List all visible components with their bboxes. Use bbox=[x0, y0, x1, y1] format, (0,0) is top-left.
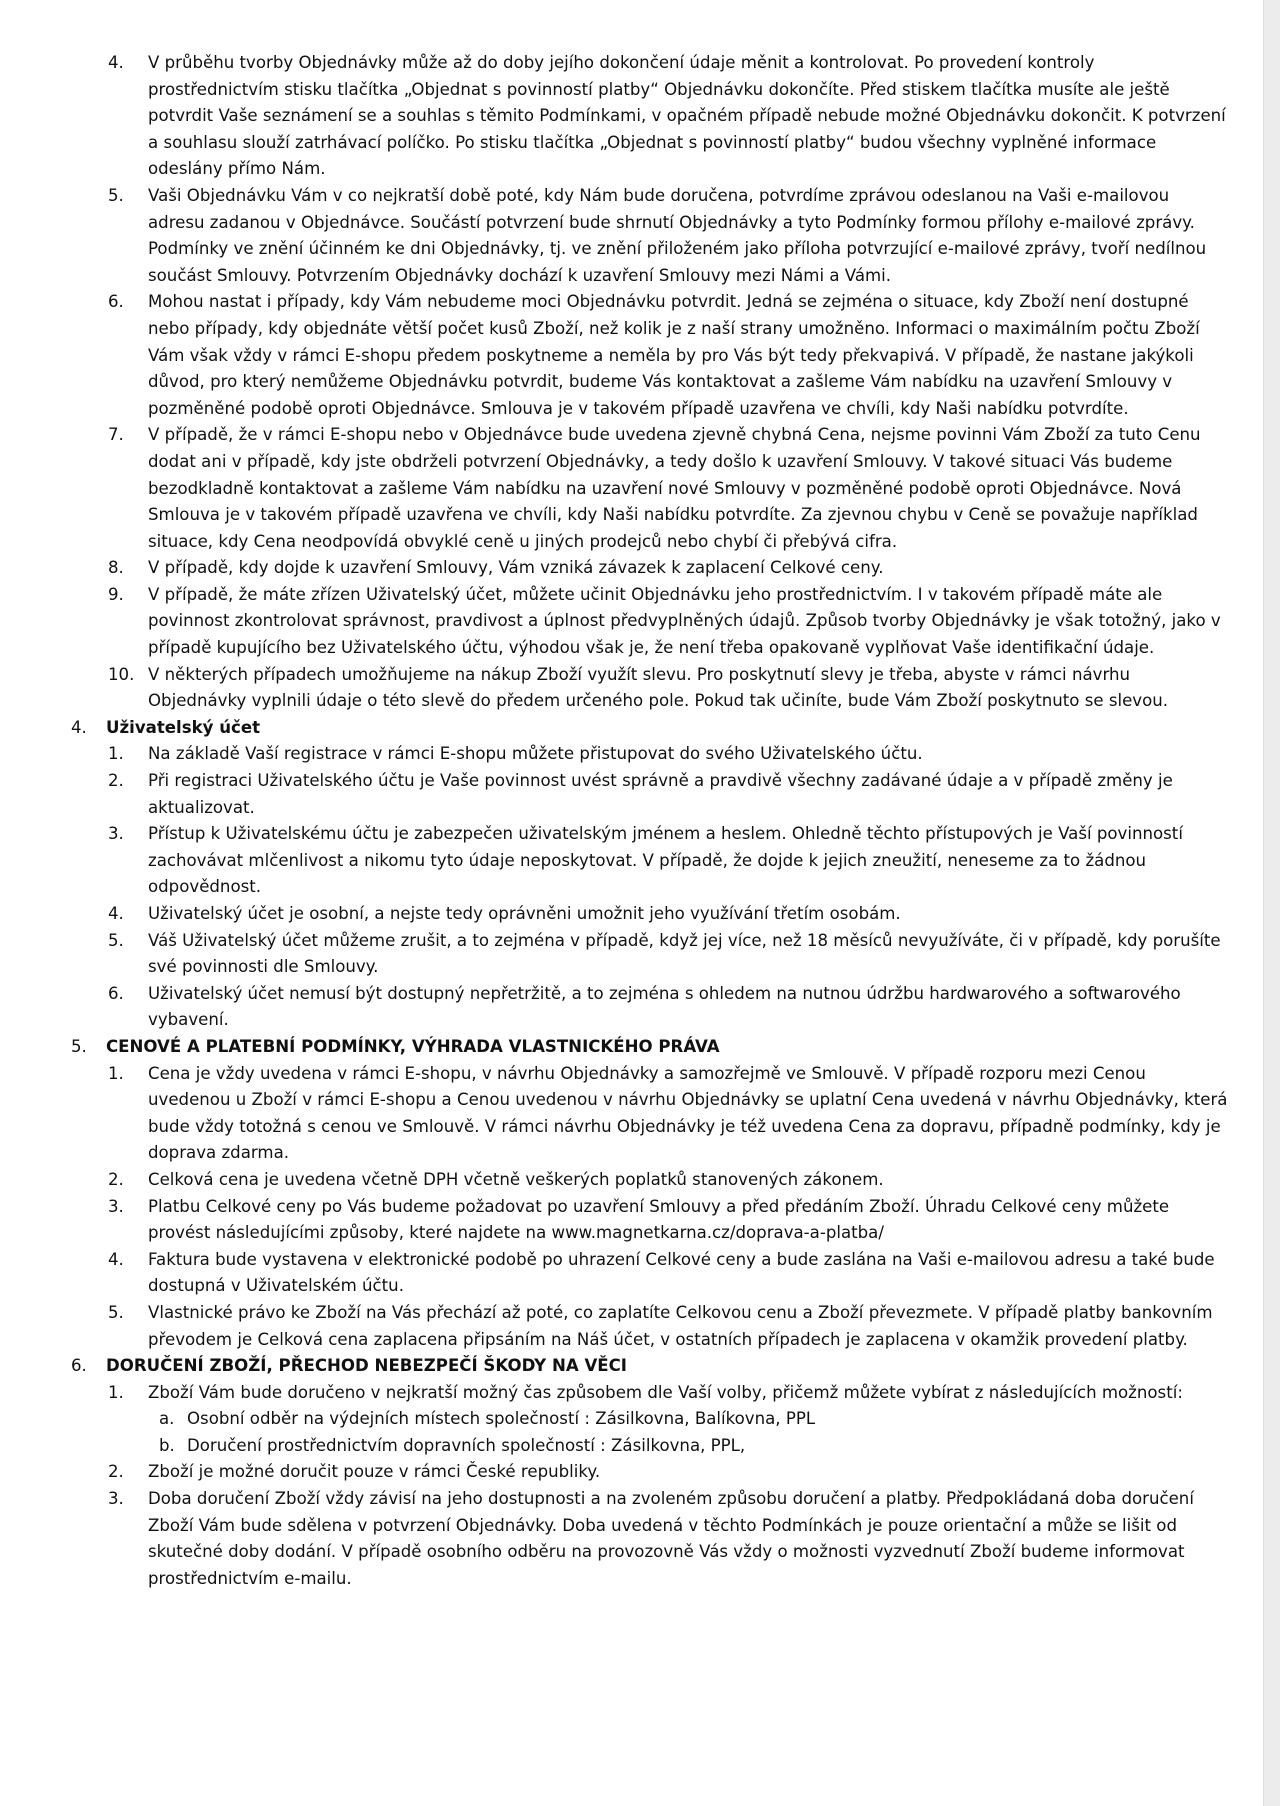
section-number: 4. bbox=[71, 717, 87, 737]
item-number: 4. bbox=[108, 1249, 124, 1269]
list-item bbox=[58, 582, 1230, 662]
item-text: Cena je vždy uvedena v rámci E-shopu, v návrhu Objednávky a samozřejmě ve Smlouvě. V případě rozporu mezi Cenou uvedenou u Zboží v rámci E-shopu a Cenou uvedenou v návrhu Objednávky se uplatní Cena uvedená v návrhu Objednávky, která bude vždy totožná s cenou ve Smlouvě. V rámci návrhu Objednávky je též uvedena Cena za dopravu, případně podmínky, kdy je doprava zdarma. bbox=[148, 1063, 1228, 1163]
list-item bbox=[58, 183, 1230, 289]
sub-list-item bbox=[58, 1433, 1230, 1460]
item-text: Uživatelský účet je osobní, a nejste tedy oprávněni umožnit jeho využívání třetím osobám. bbox=[148, 904, 901, 923]
item-number: 10. bbox=[108, 664, 135, 684]
item-number: 3. bbox=[108, 1196, 124, 1216]
item-number: 5. bbox=[108, 930, 124, 950]
list-item bbox=[58, 1194, 1230, 1247]
item-text: V případě, kdy dojde k uzavření Smlouvy, Vám vzniká závazek k zaplacení Celkové ceny. bbox=[148, 558, 884, 578]
item-number: 7. bbox=[108, 425, 124, 445]
item-text: V některých případech umožňujeme na nákup Zboží využít slevu. Pro poskytnutí slevy je třeba, abyste v rámci návrhu Objednávky vyplnili údaje o této slevě do předem určeného pole. Pokud tak učiníte, bude Vám Zboží poskytnuto se slevou. bbox=[148, 664, 1169, 711]
item-number: 3. bbox=[108, 1489, 124, 1509]
item-text: Na základě Vaší registrace v rámci E-shopu můžete přistupovat do svého Uživatelského účtu. bbox=[148, 744, 923, 764]
item-text: V případě, že v rámci E-shopu nebo v Objednávce bude uvedena zjevně chybná Cena, nejsme povinni Vám Zboží za tuto Cenu dodat ani v případě, kdy jste obdrželi potvrzení Objednávky, a tedy došlo k uzavření Smlouvy. V takové situaci Vás budeme bezodkladně kontaktovat a zašleme Vám nabídku na uzavření nové Smlouvy v pozměněné podobě oproti Objednávce. Nová Smlouva je v takovém případě uzavřena ve chvíli, kdy Naši nabídku potvrdíte. Za zjevnou chybu v Ceně se považuje například situace, kdy Cena neodpovídá obvyklé ceně u jiných prodejců nebo chybí či přebývá cifra. bbox=[148, 425, 1201, 551]
item-number: 6. bbox=[108, 292, 124, 312]
section-title: CENOVÉ A PLATEBNÍ PODMÍNKY, VÝHRADA VLASTNICKÉHO PRÁVA bbox=[106, 1036, 720, 1056]
sub-item-letter: a. bbox=[159, 1409, 175, 1429]
list-item bbox=[58, 1167, 1230, 1194]
vertical-scrollbar[interactable] bbox=[1263, 0, 1280, 1806]
order-items-list bbox=[58, 50, 1230, 715]
item-text: V případě, že máte zřízen Uživatelský účet, můžete učinit Objednávku jeho prostřednictvím. I v takovém případě máte ale povinnost zkontrolovat správnost, pravdivost a úplnost předvyplněných údajů. Způsob tvorby Objednávky je však totožný, jako v případě kupujícího bez Uživatelského účtu, výhodou však je, že není třeba opakovaně vyplňovat Vaše identifikační údaje. bbox=[148, 584, 1221, 658]
list-item bbox=[58, 662, 1230, 715]
item-text: Vaši Objednávku Vám v co nejkratší době poté, kdy Nám bude doručena, potvrdíme zprávou odeslanou na Vaši e-mailovou adresu zadanou v Objednávce. Součástí potvrzení bude shrnutí Objednávky a tyto Podmínky formou přílohy e-mailové zprávy. Podmínky ve znění účinném ke dni Objednávky, tj. ve znění přiloženém jako příloha potvrzující e-mailové zprávy, tvoří nedílnou součást Smlouvy. Potvrzením Objednávky dochází k uzavření Smlouvy mezi Námi a Vámi. bbox=[148, 185, 1207, 285]
list-item bbox=[58, 555, 1230, 582]
item-number: 9. bbox=[108, 584, 124, 604]
list-item bbox=[58, 1486, 1230, 1592]
section-heading-delivery bbox=[58, 1353, 1230, 1380]
item-number: 1. bbox=[108, 1063, 124, 1083]
list-item bbox=[58, 289, 1230, 422]
list-item bbox=[58, 821, 1230, 901]
item-text: Platbu Celkové ceny po Vás budeme požadovat po uzavření Smlouvy a před předáním Zboží. Úhradu Celkové ceny můžete provést následujícími způsoby, které najdete na www.magnetkarna.cz/doprava-a-platba/ bbox=[148, 1196, 1170, 1243]
list-item bbox=[58, 422, 1230, 555]
item-number: 5. bbox=[108, 185, 124, 205]
item-number: 4. bbox=[108, 53, 124, 72]
item-text: Celková cena je uvedena včetně DPH včetně veškerých poplatků stanovených zákonem. bbox=[148, 1169, 884, 1189]
list-item bbox=[58, 981, 1230, 1034]
item-number: 4. bbox=[108, 904, 124, 923]
list-item bbox=[58, 768, 1230, 821]
item-text: Vlastnické právo ke Zboží na Vás přechází až poté, co zaplatíte Celkovou cenu a Zboží převezmete. V případě platby bankovním převodem je Celková cena zaplacena připsáním na Náš účet, v ostatních případech je zaplacena v okamžik provedení platby. bbox=[148, 1302, 1213, 1349]
sub-list-item bbox=[58, 1406, 1230, 1433]
item-number: 1. bbox=[108, 1382, 124, 1402]
section-heading-pricing bbox=[58, 1034, 1230, 1061]
list-item bbox=[58, 1459, 1230, 1486]
item-number: 2. bbox=[108, 771, 124, 791]
item-text: Zboží Vám bude doručeno v nejkratší možný čas způsobem dle Vaší volby, přičemž můžete vybírat z následujících možností: bbox=[148, 1382, 1183, 1402]
item-number: 6. bbox=[108, 983, 124, 1003]
item-number: 2. bbox=[108, 1169, 124, 1189]
list-item bbox=[58, 928, 1230, 981]
item-text: Zboží je možné doručit pouze v rámci České republiky. bbox=[148, 1462, 601, 1482]
terms-document bbox=[58, 50, 1230, 1592]
item-text: Uživatelský účet nemusí být dostupný nepřetržitě, a to zejména s ohledem na nutnou údržbu hardwarového a softwarového vybavení. bbox=[148, 983, 1181, 1030]
section-title: Uživatelský účet bbox=[106, 717, 261, 737]
sub-item-text: Doručení prostřednictvím dopravních společností : Zásilkovna, PPL, bbox=[187, 1435, 746, 1455]
item-text: Doba doručení Zboží vždy závisí na jeho dostupnosti a na zvoleném způsobu doručení a platby. Předpokládaná doba doručení Zboží Vám bude sdělena v potvrzení Objednávky. Doba uvedená v těchto Podmínkách je pouze orientační a může se lišit od skutečné doby dodání. V případě osobního odběru na provozovně Vás vždy o možnosti vyzvednutí Zboží budeme informovat prostřednictvím e-mailu. bbox=[148, 1489, 1194, 1588]
item-number: 2. bbox=[108, 1462, 124, 1482]
list-item bbox=[58, 1061, 1230, 1167]
item-text: V průběhu tvorby Objednávky může až do doby jejího dokončení údaje měnit a kontrolovat. Po provedení kontroly prostřednictvím stisku tlačítka „Objednat s povinností platby“ Objednávku dokončíte. Před stiskem tlačítka musíte ale ještě potvrdit Vaše seznámení se a souhlas s těmito Podmínkami, v opačném případě nebude možné Objednávku dokončit. K potvrzení a souhlasu slouží zatrhávací políčko. Po stisku tlačítka „Objednat s povinností platby“ budou všechny vyplněné informace odeslány přímo Nám. bbox=[148, 53, 1226, 179]
sub-item-text: Osobní odběr na výdejních místech společností : Zásilkovna, Balíkovna, PPL bbox=[187, 1409, 816, 1429]
list-item bbox=[58, 50, 1230, 183]
section-heading-user-account bbox=[58, 715, 1230, 742]
item-text: Přístup k Uživatelskému účtu je zabezpečen uživatelským jménem a heslem. Ohledně těchto přístupových je Vaší povinností zachovávat mlčenlivost a nikomu tyto údaje neposkytovat. V případě, že dojde k jejich zneužití, neneseme za to žádnou odpovědnost. bbox=[148, 824, 1183, 897]
list-item bbox=[58, 1300, 1230, 1353]
section-title: DORUČENÍ ZBOŽÍ, PŘECHOD NEBEZPEČÍ ŠKODY NA VĚCI bbox=[106, 1356, 627, 1376]
section-number: 5. bbox=[71, 1036, 87, 1056]
item-number: 3. bbox=[108, 824, 124, 844]
item-number: 5. bbox=[108, 1302, 124, 1322]
sub-item-letter: b. bbox=[159, 1435, 175, 1455]
list-item bbox=[58, 741, 1230, 768]
item-text: Faktura bude vystavena v elektronické podobě po uhrazení Celkové ceny a bude zaslána na Vaši e-mailovou adresu a také bude dostupná v Uživatelském účtu. bbox=[148, 1249, 1215, 1296]
item-text: Mohou nastat i případy, kdy Vám nebudeme moci Objednávku potvrdit. Jedná se zejména o situace, kdy Zboží není dostupné nebo případy, kdy objednáte větší počet kusů Zboží, než kolik je z naší strany umožněno. Informaci o maximálním počtu Zboží Vám však vždy v rámci E-shopu předem poskytneme a neměla by pro Vás být tedy překvapivá. V případě, že nastane jakýkoli důvod, pro který nemůžeme Objednávku potvrdit, budeme Vás kontaktovat a zašleme Vám nabídku na uzavření Smlouvy v pozměněné podobě oproti Objednávce. Smlouva je v takovém případě uzavřena ve chvíli, kdy Naši nabídku potvrdíte. bbox=[148, 292, 1200, 418]
item-number: 8. bbox=[108, 558, 124, 578]
list-item bbox=[58, 1247, 1230, 1300]
list-item bbox=[58, 901, 1230, 928]
item-text: Při registraci Uživatelského účtu je Vaše povinnost uvést správně a pravdivě všechny zadávané údaje a v případě změny je aktualizovat. bbox=[148, 771, 1173, 817]
item-number: 1. bbox=[108, 744, 124, 764]
section-number: 6. bbox=[71, 1356, 87, 1376]
item-text: Váš Uživatelský účet můžeme zrušit, a to zejména v případě, když jej více, než 18 měsíců nevyužíváte, či v případě, kdy porušíte své povinnosti dle Smlouvy. bbox=[148, 930, 1221, 977]
list-item bbox=[58, 1380, 1230, 1407]
